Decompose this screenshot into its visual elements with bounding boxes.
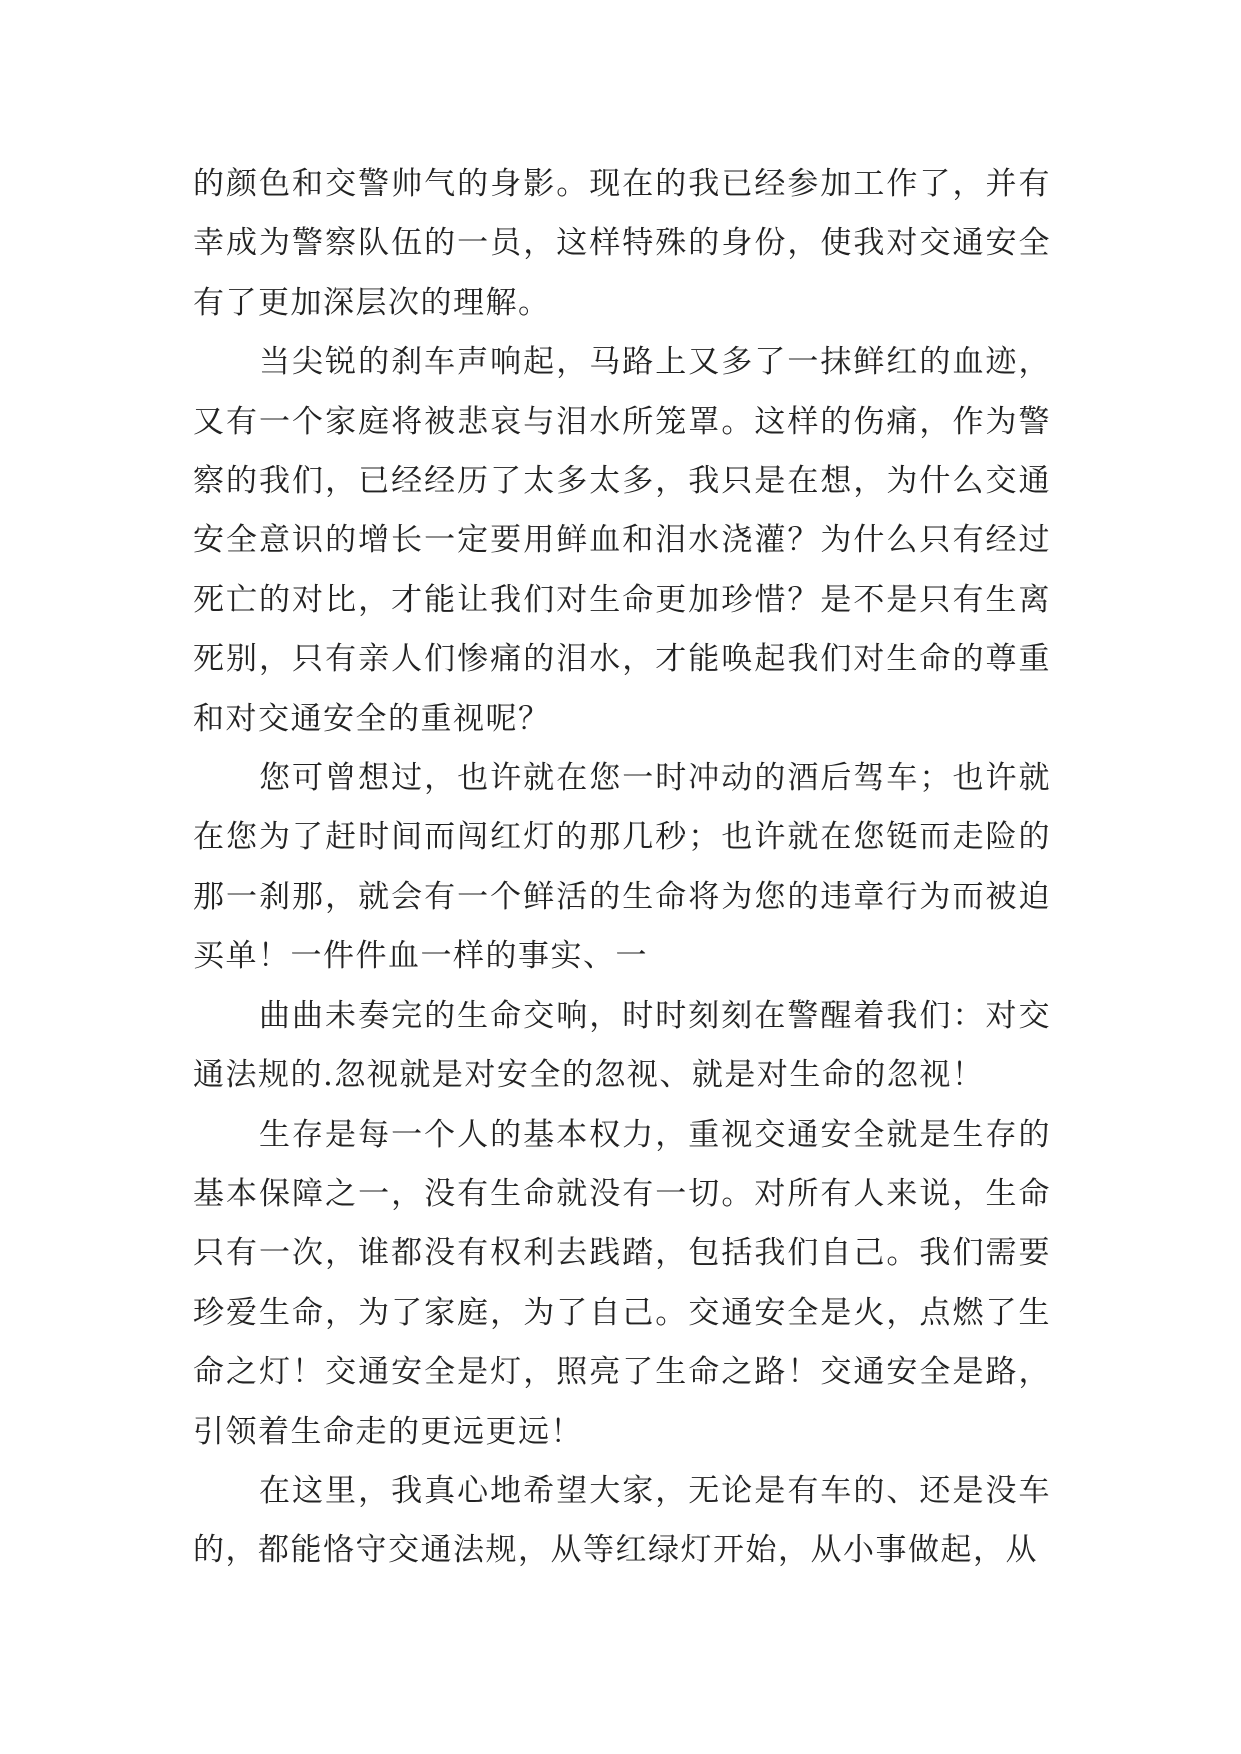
paragraph-5: 生存是每一个人的基本权力，重视交通安全就是生存的基本保障之一，没有生命就没有一切。对所有人来说，生命只有一次，谁都没有权利去践踏，包括我们自己。我们需要珍爱生命，为了家庭，为了自己。交通安全是火，点燃了生命之灯！交通安全是灯，照亮了生命之路！交通安全是路，引领着生命走的更远更远！ <box>193 1116 1051 1450</box>
paragraph-3: 您可曾想过，也许就在您一时冲动的酒后驾车；也许就在您为了赶时间而闯红灯的那几秒；也许就在您铤而走险的那一刹那，就会有一个鲜活的生命将为您的违章行为而被迫买单！一件件血一样的事实、一 <box>193 760 1051 975</box>
paragraph-1: 的颜色和交警帅气的身影。现在的我已经参加工作了，并有幸成为警察队伍的一员，这样特殊的身份，使我对交通安全有了更加深层次的理解。 <box>193 166 1051 321</box>
paragraph-6: 在这里，我真心地希望大家，无论是有车的、还是没车的，都能恪守交通法规，从等红绿灯开始，从小事做起，从 <box>193 1472 1051 1569</box>
paragraph-4: 曲曲未奏完的生命交响，时时刻刻在警醒着我们：对交通法规的.忽视就是对安全的忽视、就是对生命的忽视！ <box>193 997 1051 1094</box>
paragraph-2: 当尖锐的刹车声响起，马路上又多了一抹鲜红的血迹，又有一个家庭将被悲哀与泪水所笼罩。这样的伤痛，作为警察的我们，已经经历了太多太多，我只是在想，为什么交通安全意识的增长一定要用鲜血和泪水浇灌？为什么只有经过死亡的对比，才能让我们对生命更加珍惜？是不是只有生离死别，只有亲人们惨痛的泪水，才能唤起我们对生命的尊重和对交通安全的重视呢？ <box>193 344 1051 737</box>
body-text <box>193 155 1051 1581</box>
